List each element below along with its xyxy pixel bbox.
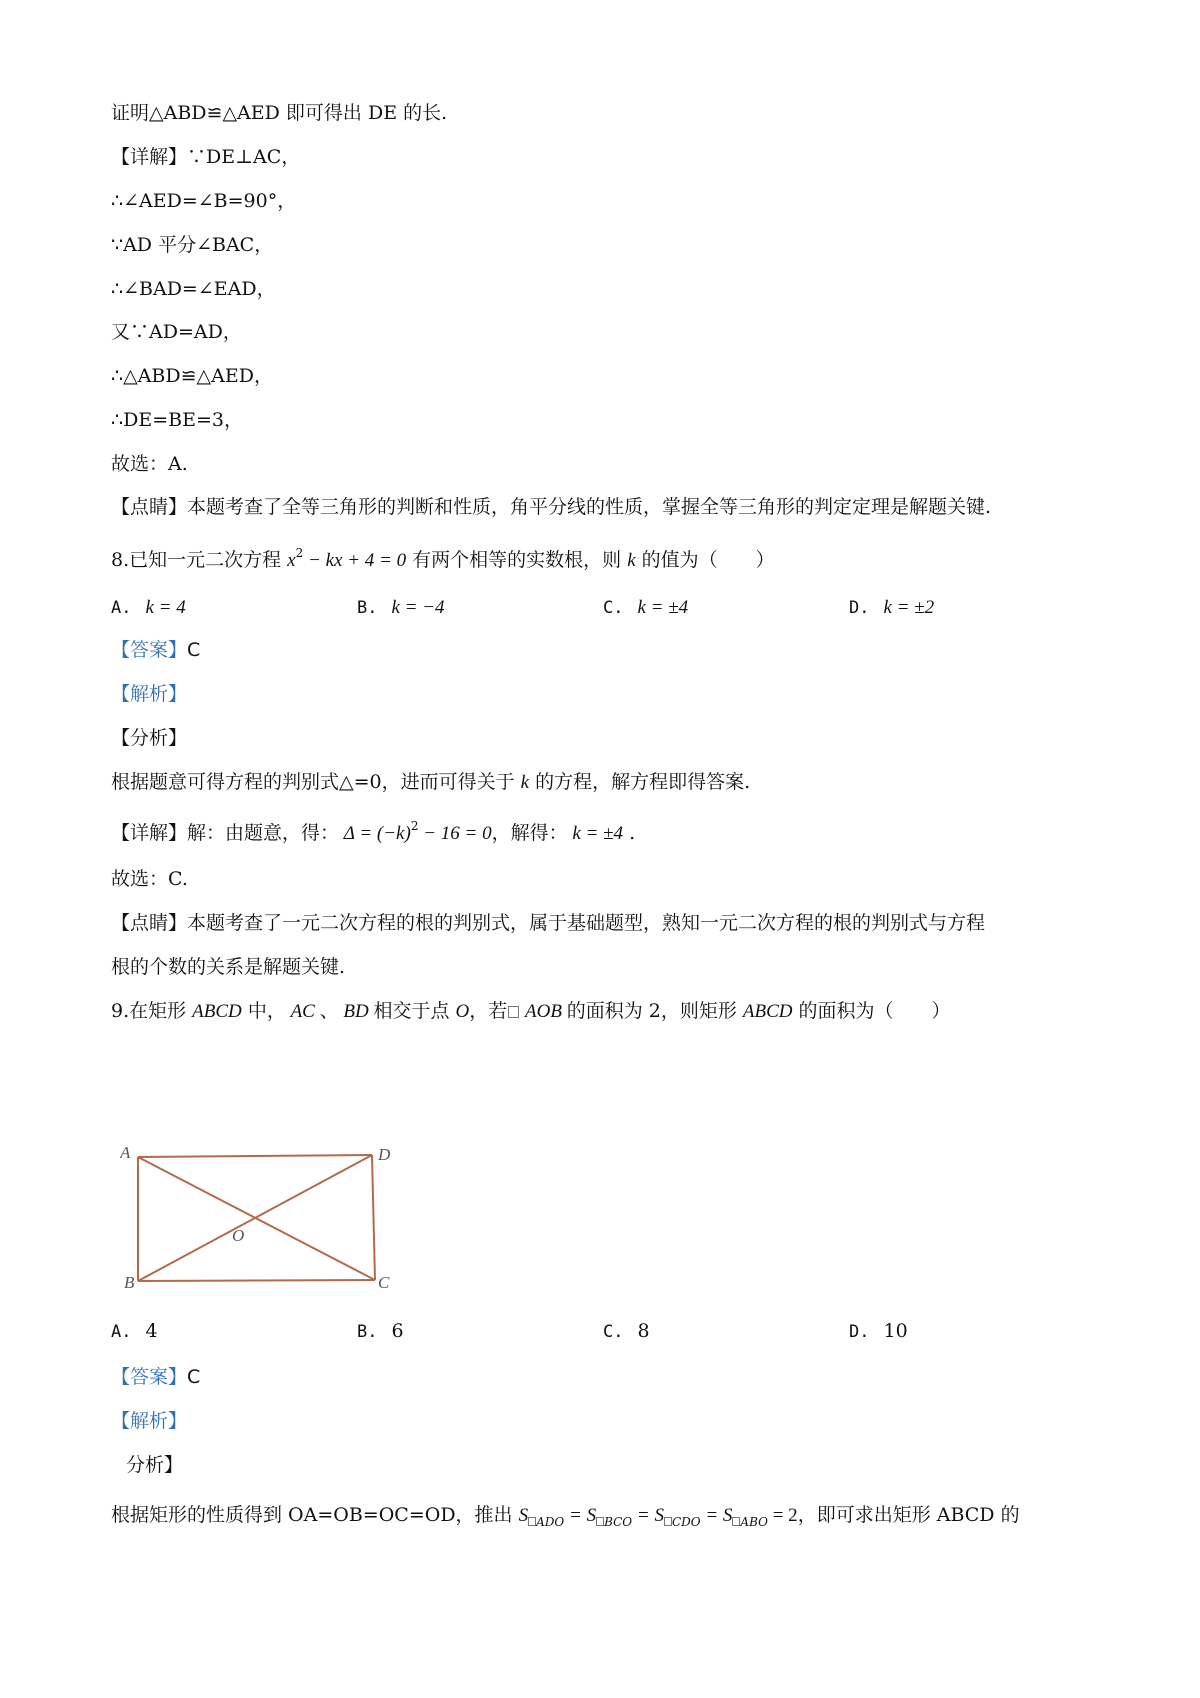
text-line: ∴△ABD≌△AED， [111, 365, 273, 387]
q8-option-d[interactable] [849, 594, 934, 621]
option-letter: A. [111, 1322, 132, 1342]
equals: = [700, 1505, 723, 1526]
q8-prefix: 8.已知一元二次方程 [111, 549, 288, 571]
option-letter: C. [603, 598, 624, 618]
q9-t4: ，若 [469, 1000, 508, 1022]
q9-o: O [455, 1001, 470, 1022]
q9-option-c[interactable] [603, 1318, 650, 1345]
edge-cb [138, 1280, 375, 1281]
option-text: k = −4 [391, 597, 445, 618]
q9-aob: AOB [520, 1001, 567, 1022]
q8-k: k [627, 550, 636, 571]
q9-answer [111, 1364, 200, 1390]
q8-suffix: 的值为（ ） [635, 549, 775, 571]
q9-last-pre: 根据矩形的性质得到 OA=OB=OC=OD，推出 [111, 1504, 519, 1526]
q8-fenxi-label: 【分析】 [111, 727, 188, 749]
text-line: 【点睛】本题考查了全等三角形的判断和性质，角平分线的性质，掌握全等三角形的判定定理是解题关键. [111, 496, 992, 518]
option-text: 8 [637, 1320, 650, 1342]
text-line: 根的个数的关系是解题关键. [111, 956, 346, 978]
answer-label: 【答案】 [111, 639, 188, 661]
q9-abcd2: ABCD [742, 1001, 793, 1022]
q8-detail-eq2: − 16 = 0 [418, 823, 492, 844]
center-label-o: O [232, 1226, 245, 1245]
q9-fenxi-label: 分析】 [126, 1454, 184, 1476]
text-line: ∴∠BAD=∠EAD， [111, 278, 276, 300]
area-s: S [654, 1505, 664, 1526]
q9-analysis-label: 【解析】 [111, 1410, 188, 1432]
q8-analysis-label: 【解析】 [111, 683, 188, 705]
equals: = [564, 1505, 587, 1526]
q9-t5: 的面积为 2，则矩形 [566, 1000, 743, 1022]
q9-last-post: ，即可求出矩形 ABCD 的 [797, 1504, 1020, 1526]
text-line: 证明△ABD≌△AED 即可得出 DE 的长. [111, 102, 448, 124]
q9-t3: 相交于点 [373, 1000, 456, 1022]
vertex-label-a: A [120, 1143, 131, 1162]
q8-detail-end: . [623, 822, 636, 844]
option-letter: B. [357, 1322, 378, 1342]
q9-abcd: ABCD [192, 1001, 242, 1022]
option-text: 6 [391, 1320, 404, 1342]
area-s: S [722, 1505, 733, 1526]
q9-last-line [111, 1502, 1020, 1535]
option-letter: A. [111, 598, 132, 618]
missing-glyph-box [528, 1517, 536, 1526]
text-line: 【详解】∵DE⊥AC， [111, 146, 301, 168]
area-sub-abo: ABO [740, 1515, 768, 1529]
q8-fenxi-k: k [520, 772, 530, 793]
edge-dc [372, 1155, 375, 1280]
q8-detail [111, 813, 635, 847]
q9-option-b[interactable] [357, 1318, 404, 1345]
answer-label: 【答案】 [111, 1366, 188, 1388]
q8-mid: 有两个相等的实数根，则 [406, 549, 628, 571]
vertex-label-b: B [124, 1273, 135, 1292]
q9-prefix: 9.在矩形 [111, 1000, 193, 1022]
q9-option-d[interactable] [849, 1318, 908, 1345]
q8-fenxi-pre: 根据题意可得方程的判别式△=0，进而可得关于 [111, 771, 521, 793]
rectangle-diagram [120, 1138, 400, 1308]
q8-detail-result: k = ±4 [567, 823, 624, 844]
q8-answer [111, 637, 200, 663]
option-letter: C. [603, 1322, 624, 1342]
text-line: 又∵AD=AD， [111, 321, 242, 343]
option-text: 10 [883, 1320, 908, 1342]
text-line: ∴∠AED=∠B=90°， [111, 190, 297, 212]
q9-t2: 、 [319, 1000, 339, 1022]
q8-eq-exp: 2 [295, 546, 304, 560]
missing-glyph-box [596, 1517, 604, 1526]
q8-fenxi [111, 769, 750, 796]
q8-option-a[interactable] [111, 594, 186, 621]
question-8-stem [111, 540, 775, 574]
text-line: 故选：C. [111, 868, 188, 890]
text-line: 故选：A. [111, 453, 188, 475]
text-line: 【点睛】本题考查了一元二次方程的根的判别式，属于基础题型，熟知一元二次方程的根的判别式与方程 [111, 912, 986, 934]
q8-detail-pre: 【详解】解：由题意，得： [111, 822, 340, 844]
q8-eq-rest: − kx + 4 = 0 [303, 550, 407, 571]
area-value: = 2 [767, 1505, 798, 1526]
vertex-label-d: D [378, 1145, 391, 1164]
q8-fenxi-post: 的方程，解方程即得答案. [529, 771, 751, 793]
q8-detail-mid: ，解得： [491, 822, 568, 844]
q9-t6: 的面积为（ ） [792, 1000, 951, 1022]
missing-glyph-box [508, 1006, 519, 1018]
q9-option-a[interactable] [111, 1318, 158, 1345]
q8-eq-x: x [287, 550, 296, 571]
option-letter: D. [849, 1322, 870, 1342]
q8-detail-exp: 2 [410, 819, 419, 833]
area-sub-cdo: CDO [671, 1515, 701, 1529]
equals: = [632, 1505, 655, 1526]
answer-value: C [187, 1366, 201, 1388]
q9-bd: BD [338, 1001, 374, 1022]
edge-ad [138, 1155, 372, 1157]
vertex-label-c: C [378, 1273, 390, 1292]
text-line: ∵AD 平分∠BAC， [111, 234, 274, 256]
text-line: ∴DE=BE=3， [111, 409, 243, 431]
diagonal-bd [138, 1155, 372, 1281]
area-s: S [518, 1505, 529, 1526]
option-letter: B. [357, 598, 378, 618]
question-9-stem [111, 998, 951, 1025]
option-text: k = ±4 [637, 597, 689, 618]
area-sub-ado: ADO [536, 1515, 565, 1529]
q9-t1: 中， [241, 1000, 286, 1022]
option-text: k = ±2 [883, 597, 935, 618]
answer-value: C [187, 639, 201, 661]
q8-detail-eq1: Δ = (−k) [339, 823, 411, 844]
option-letter: D. [849, 598, 870, 618]
q8-option-b[interactable] [357, 594, 445, 621]
option-text: 4 [145, 1320, 158, 1342]
q9-ac: AC [285, 1001, 320, 1022]
q8-option-c[interactable] [603, 594, 688, 621]
area-sub-bco: BCO [604, 1515, 633, 1529]
missing-glyph-box [664, 1517, 672, 1526]
option-text: k = 4 [145, 597, 186, 618]
area-s: S [586, 1505, 597, 1526]
